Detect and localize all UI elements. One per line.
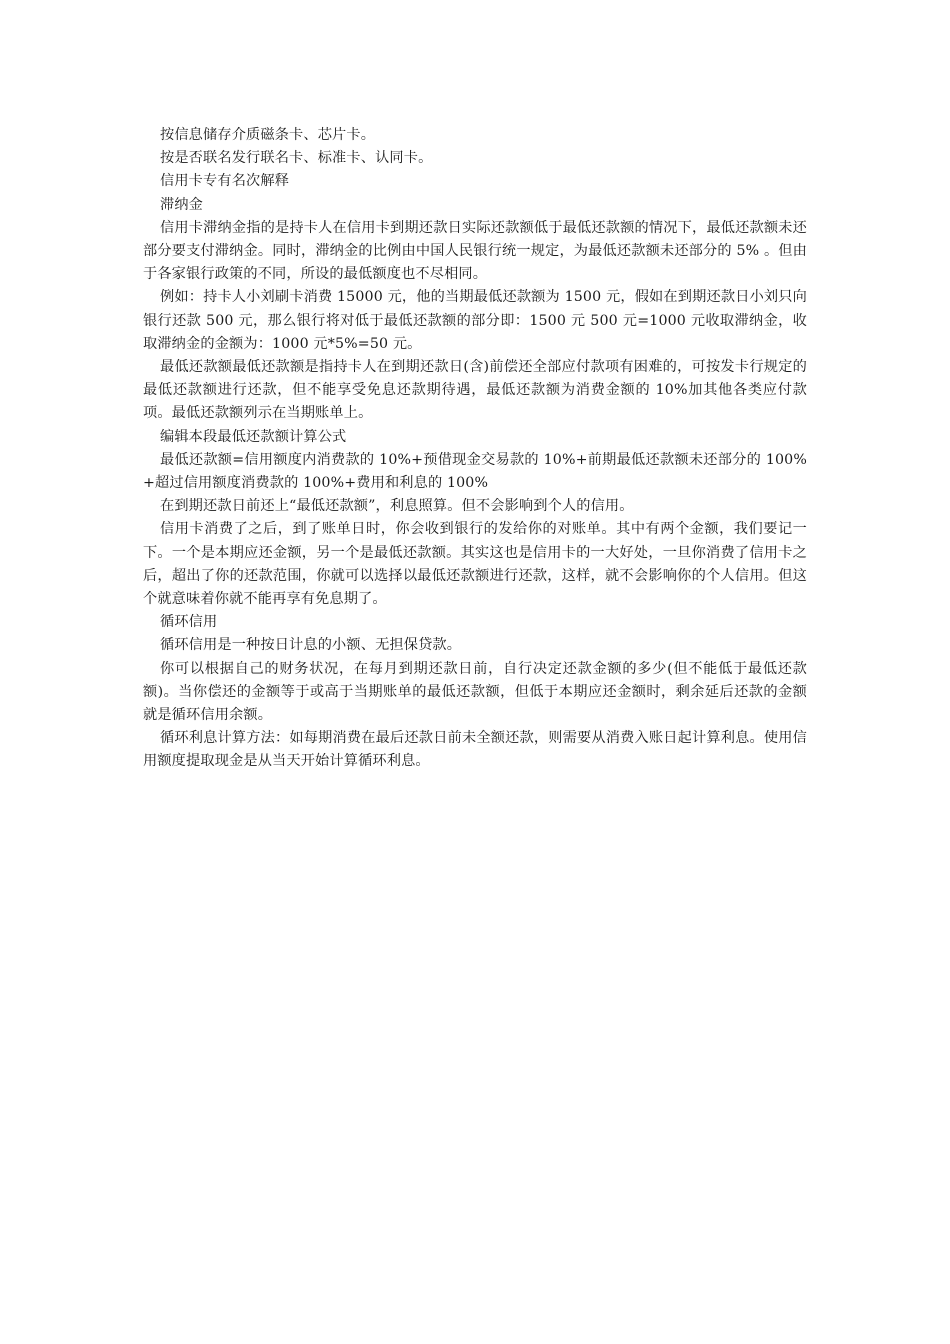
section-heading: 循环信用 <box>160 614 218 631</box>
paragraph: 信用卡滞纳金指的是持卡人在信用卡到期还款日实际还款额低于最低还款额的情况下，最低还款额未还部分要支付滞纳金。同时，滞纳金的比例由中国人民银行统一规定，为最低还款额未还部分的 5% 。但由于各家银行政策的不同，所设的最低额度也不尽相同。 <box>143 219 807 283</box>
section-heading: 滞纳金 <box>160 196 204 213</box>
paragraph: 信用卡消费了之后，到了账单日时，你会收到银行的发给你的对账单。其中有两个金额，我们要记一下。一个是本期应还金额，另一个是最低还款额。其实这也是信用卡的一大好处，一旦你消费了信用卡之后，超出了你的还款范围，你就可以选择以最低还款额进行还款，这样，就不会影响你的个人信用。但这个就意味着你就不能再享有免息期了。 <box>143 521 807 608</box>
paragraph: 例如：持卡人小刘刷卡消费 15000 元，他的当期最低还款额为 1500 元，假如在到期还款日小刘只向银行还款 500 元，那么银行将对低于最低还款额的部分即：1500 元 500 元=1000 元收取滞纳金，收取滞纳金的金额为：1000 元*5%=50 元。 <box>143 289 807 352</box>
paragraph: 按是否联名发行联名卡、标准卡、认同卡。 <box>160 150 433 167</box>
document-body <box>143 124 807 774</box>
paragraph: 最低还款额最低还款额是指持卡人在到期还款日(含)前偿还全部应付款项有困难的，可按发卡行规定的最低还款额进行还款，但不能享受免息还款期待遇，最低还款额为消费金额的 10%加其他各类应付款项。最低还款额列示在当期账单上。 <box>143 359 807 422</box>
paragraph: 你可以根据自己的财务状况，在每月到期还款日前，自行决定还款金额的多少(但不能低于最低还款额)。当你偿还的金额等于或高于当期账单的最低还款额，但低于本期应还金额时，剩余延后还款的金额就是循环信用余额。 <box>143 660 807 724</box>
paragraph: 按信息储存介质磁条卡、芯片卡。 <box>160 127 376 143</box>
paragraph: 循环利息计算方法：如每期消费在最后还款日前未全额还款，则需要从消费入账日起计算利息。使用信用额度提取现金是从当天开始计算循环利息。 <box>143 730 807 770</box>
paragraph: 最低还款额=信用额度内消费款的 10%+预借现金交易款的 10%+前期最低还款额未还部分的 100%+超过信用额度消费款的 100%+费用和利息的 100% <box>143 451 807 492</box>
section-heading: 编辑本段最低还款额计算公式 <box>160 428 347 445</box>
paragraph: 循环信用是一种按日计息的小额、无担保贷款。 <box>160 637 462 654</box>
paragraph: 在到期还款日前还上“最低还款额”，利息照算。但不会影响到个人的信用。 <box>160 498 634 515</box>
section-heading: 信用卡专有名次解释 <box>160 173 290 190</box>
